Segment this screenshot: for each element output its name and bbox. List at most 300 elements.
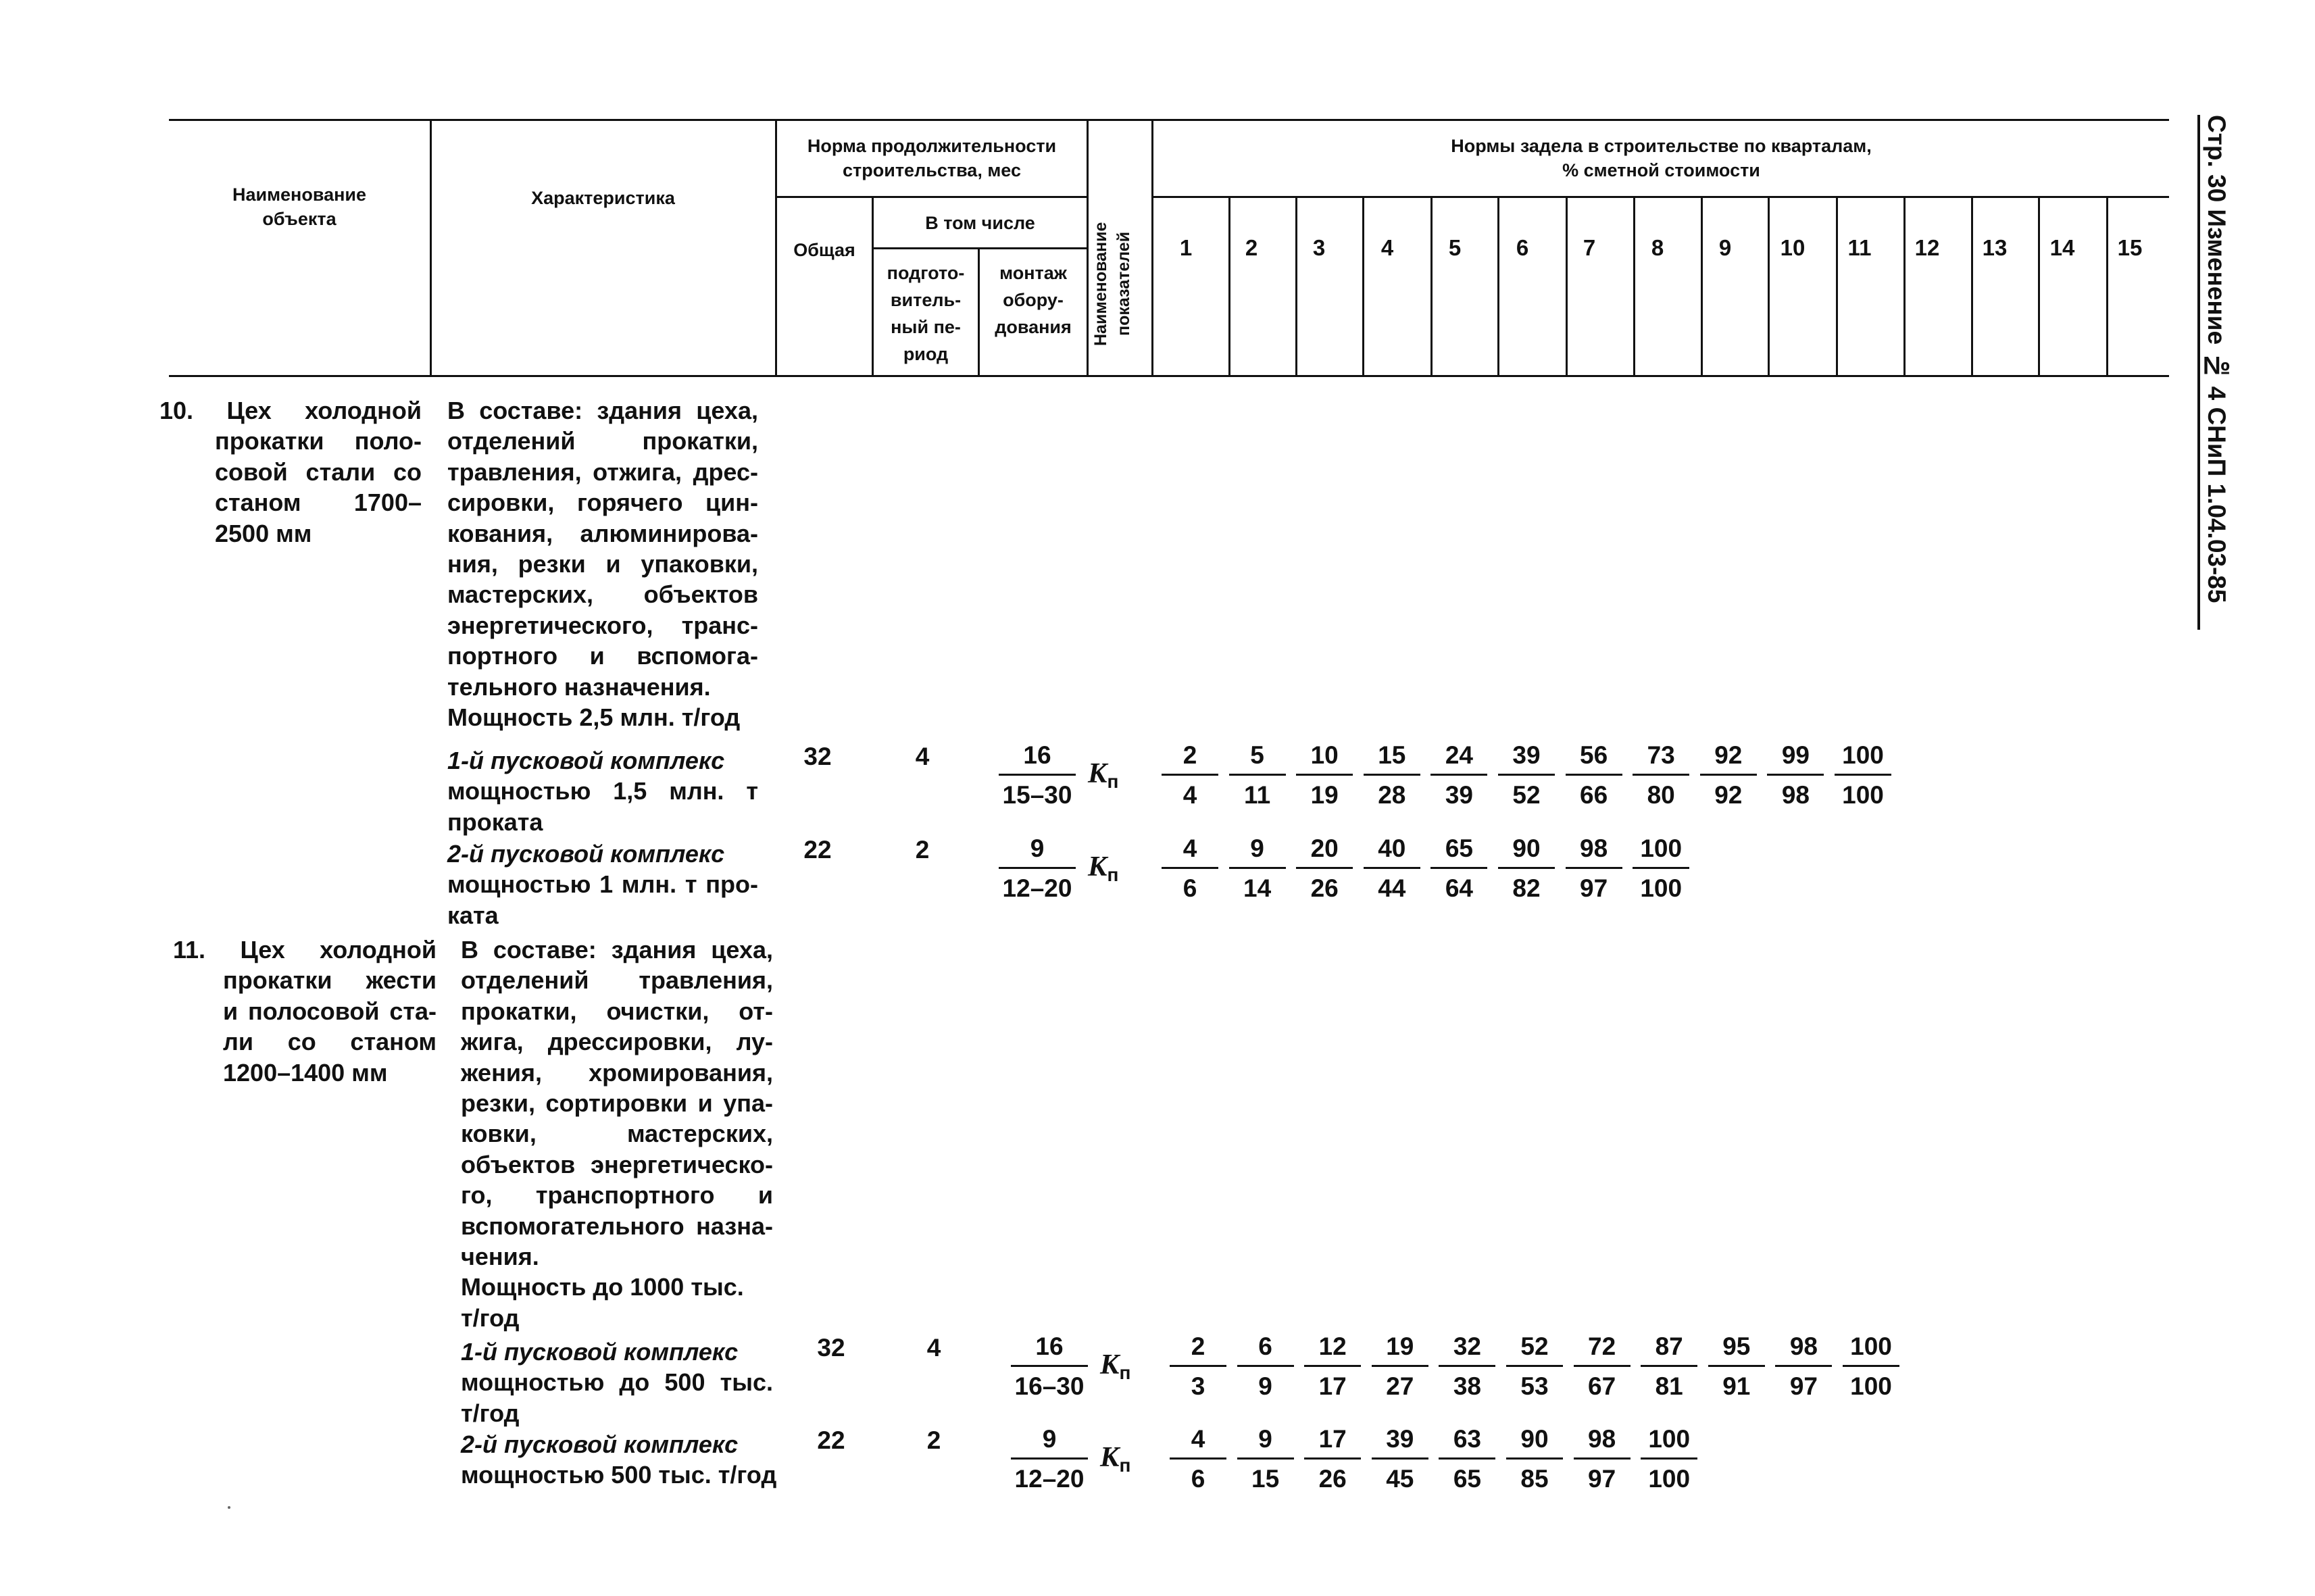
col-sep-1 [430,119,432,377]
object-characteristic-line: портного и вспомога- [447,642,758,670]
quarter-numerator: 72 [1588,1332,1616,1360]
object-characteristic-line: кования, алюминирова- [447,519,758,547]
quarter-numerator: 100 [1842,741,1884,769]
side-title: Стр. 30 Изменение № 4 СНиП 1.04.03-85 [2203,115,2231,603]
mount-denominator: 16–30 [1014,1372,1085,1400]
mount-fraction [1005,1331,1093,1402]
quarter-col-sep [2106,196,2108,377]
fraction-bar [1566,867,1622,869]
quarter-numerator: 9 [1258,1425,1272,1453]
quarter-fraction [1762,740,1829,811]
quarter-number: 3 [1312,235,1326,260]
quarter-fraction [1366,1424,1434,1495]
fraction-bar [999,867,1076,869]
header-bottom-rule [169,375,2169,377]
quarter-numerator: 6 [1258,1332,1272,1360]
header-prep [874,259,978,368]
header-norms-line: % сметной стоимости [1562,160,1760,180]
fraction-bar [1237,1365,1294,1367]
quarter-denominator: 98 [1781,781,1810,809]
object-characteristic-line: ковки, мастерских, [461,1120,773,1148]
object-characteristic-line: жения, хромирования, [461,1058,773,1087]
quarter-fraction [1627,833,1695,904]
fraction-bar [1372,1457,1428,1460]
quarter-fraction [1358,740,1426,811]
duration-total: 32 [803,743,832,770]
launch-complex-title: 1-й пусковой комплекс [447,747,725,774]
quarter-fraction [1568,1424,1636,1495]
fraction-bar [1835,774,1891,776]
quarter-denominator: 80 [1647,781,1675,809]
indicator-kn [1100,1441,1130,1476]
quarter-denominator: 91 [1722,1372,1751,1400]
header-including: В том числе [925,213,1035,233]
quarter-numerator: 52 [1520,1332,1549,1360]
header-indicator-line: показателей [1114,231,1133,336]
quarter-denominator: 82 [1512,874,1541,902]
indicator-kn-sub: п [1119,1455,1131,1476]
quarter-fraction [1366,1331,1434,1402]
mount-denominator: 12–20 [1014,1465,1085,1493]
quarter-denominator: 85 [1520,1465,1549,1493]
quarter-denominator: 100 [1648,1465,1691,1493]
object-name-line: ли со станом [223,1028,437,1056]
quarter-col-sep [1768,196,1770,377]
header-top-rule [169,119,2169,121]
object-characteristic-line: отделений прокатки, [447,427,758,455]
quarter-fraction [1164,1424,1232,1495]
object-name [159,395,422,549]
quarter-fraction [1493,833,1560,904]
fraction-bar [1498,867,1555,869]
header-norms [1153,134,2169,182]
fraction-bar [1574,1365,1631,1367]
indicator-kn-sub: п [1119,1362,1131,1383]
quarter-denominator: 100 [1842,781,1884,809]
object-characteristic-line: объектов энергетическо- [461,1150,773,1178]
quarter-denominator: 26 [1318,1465,1347,1493]
quarter-denominator: 17 [1318,1372,1347,1400]
quarter-numerator: 17 [1318,1425,1347,1453]
header-name-line: объекта [262,209,337,229]
duration-prep: 4 [926,1334,941,1362]
quarter-numerator: 100 [1850,1332,1892,1360]
fraction-bar [1574,1457,1631,1460]
fraction-bar [1633,774,1689,776]
quarter-fraction [1560,833,1628,904]
object-characteristic-line: чения. [461,1243,539,1271]
header-indicator [1089,196,1150,372]
quarter-number: 8 [1651,235,1664,260]
header-prep-line: подгото- [887,263,965,283]
quarter-fraction [1770,1331,1837,1402]
header-duration [777,134,1087,182]
quarter-fraction [1635,1424,1703,1495]
object-characteristic-line: мастерских, объектов [447,580,758,609]
duration-total: 22 [803,836,832,864]
quarter-number: 12 [1914,235,1940,260]
fraction-bar [1843,1365,1899,1367]
header-norms-line: Нормы задела в строительстве по кварталам, [1451,136,1872,156]
quarter-denominator: 19 [1310,781,1339,809]
quarter-numerator: 92 [1714,741,1743,769]
quarter-col-sep [2038,196,2040,377]
side-title-rule [2197,115,2200,630]
fraction-bar [1364,867,1420,869]
quarter-fraction [1560,740,1628,811]
indicator-kn-letter: К [1088,758,1107,789]
duration-prep: 4 [915,743,930,770]
quarter-number: 7 [1583,235,1596,260]
mount-fraction [993,833,1081,904]
quarter-col-sep [1295,196,1297,377]
quarter-numerator: 12 [1318,1332,1347,1360]
quarter-fraction [1156,833,1224,904]
fraction-bar [1170,1457,1226,1460]
quarter-numerator: 63 [1453,1425,1481,1453]
object-characteristic-line: отделений травления, [461,966,773,995]
quarter-fraction [1291,740,1358,811]
header-prep-line: риод [903,344,949,364]
fraction-bar [1304,1457,1361,1460]
quarter-numerator: 9 [1250,834,1264,862]
indicator-kn [1088,757,1118,793]
object-characteristic-line: т/год [461,1303,520,1332]
fraction-bar [1506,1457,1563,1460]
quarter-numerator: 100 [1648,1425,1691,1453]
header-characteristic: Характеристика [531,188,675,208]
launch-complex-desc-line: мощностью 1 млн. т про- [447,870,758,899]
header-mount-line: монтаж [999,263,1067,283]
object-characteristic [461,934,773,1333]
header-mount [980,259,1087,341]
object-name-line: 11. Цех холодной [173,936,437,964]
quarter-denominator: 67 [1588,1372,1616,1400]
quarter-denominator: 15 [1251,1465,1280,1493]
quarter-denominator: 97 [1789,1372,1818,1400]
object-characteristic-line: энергетического, транс- [447,611,758,639]
object-name-line: совой стали со [215,457,422,486]
fraction-bar [1237,1457,1294,1460]
quarter-number: 11 [1847,235,1872,260]
quarter-fraction [1493,740,1560,811]
quarter-col-sep [1228,196,1230,377]
header-prep-line: ный пе- [891,317,961,337]
fraction-bar [1775,1365,1832,1367]
quarter-denominator: 39 [1445,781,1473,809]
quarter-denominator: 28 [1378,781,1406,809]
duration-prep: 2 [926,1426,941,1454]
quarter-col-sep [1836,196,1838,377]
quarter-number: 2 [1245,235,1258,260]
indicator-kn-letter: К [1088,851,1107,882]
header-duration-line: строительства, мес [843,160,1021,180]
quarter-fraction [1501,1424,1568,1495]
fraction-bar [1296,774,1353,776]
mount-numerator: 16 [1023,741,1051,769]
fraction-bar [1498,774,1555,776]
quarter-numerator: 39 [1512,741,1541,769]
fraction-bar [1506,1365,1563,1367]
object-characteristic-line: Мощность 2,5 млн. т/год [447,703,741,732]
header-prep-line: витель- [890,290,962,310]
quarter-denominator: 4 [1183,781,1197,809]
quarter-denominator: 53 [1520,1372,1549,1400]
object-characteristic [447,395,758,732]
object-characteristic-line: прокатки, очистки, от- [461,997,773,1025]
launch-complex-title: 1-й пусковой комплекс [461,1338,739,1366]
fraction-bar [1162,774,1218,776]
quarter-numerator: 99 [1781,741,1810,769]
quarter-denominator: 9 [1258,1372,1272,1400]
header-total: Общая [793,240,855,260]
object-name [173,934,437,1088]
quarter-numerator: 2 [1191,1332,1205,1360]
mount-numerator: 9 [1030,834,1045,862]
object-characteristic-line: тельного назначения. [447,672,711,701]
fraction-bar [1229,774,1286,776]
mount-numerator: 9 [1042,1425,1057,1453]
quarter-numerator: 24 [1445,741,1473,769]
object-characteristic-line: жига, дрессировки, лу- [461,1028,773,1056]
header-name-line: Наименование [232,184,367,205]
duration-total: 32 [817,1334,845,1362]
quarter-denominator: 100 [1850,1372,1892,1400]
quarter-numerator: 98 [1588,1425,1616,1453]
object-characteristic-line: Мощность до 1000 тыс. [461,1273,744,1301]
quarter-denominator: 27 [1386,1372,1414,1400]
quarter-numerator: 87 [1655,1332,1683,1360]
quarter-fraction [1627,740,1695,811]
incl-subrule [872,247,1088,249]
quarter-numerator: 20 [1310,834,1339,862]
quarter-numerator: 39 [1386,1425,1414,1453]
object-name-line: 2500 мм [215,519,312,547]
quarter-denominator: 65 [1453,1465,1481,1493]
scan-dot [228,1506,230,1509]
quarter-fraction [1433,1424,1501,1495]
fraction-bar [1372,1365,1428,1367]
quarter-denominator: 81 [1655,1372,1683,1400]
mount-fraction [1005,1424,1093,1495]
quarter-denominator: 64 [1445,874,1473,902]
quarter-denominator: 52 [1512,781,1541,809]
quarter-numerator: 98 [1580,834,1608,862]
mount-denominator: 12–20 [1002,874,1072,902]
fraction-bar [1304,1365,1361,1367]
quarter-fraction [1695,740,1762,811]
mount-denominator: 15–30 [1002,781,1072,809]
quarter-numerator: 90 [1512,834,1541,862]
fraction-bar [1011,1457,1088,1460]
launch-complex-desc-line: проката [447,807,543,836]
quarter-col-sep [1566,196,1568,377]
quarter-denominator: 92 [1714,781,1743,809]
quarter-denominator: 45 [1386,1465,1414,1493]
launch-complex [461,1337,773,1428]
quarter-numerator: 40 [1378,834,1406,862]
mount-fraction [993,740,1081,811]
launch-complex [461,1429,777,1491]
fraction-bar [999,774,1076,776]
fraction-bar [1364,774,1420,776]
fraction-bar [1430,774,1487,776]
quarter-numerator: 65 [1445,834,1473,862]
quarter-numerator: 19 [1386,1332,1414,1360]
quarter-denominator: 97 [1588,1465,1616,1493]
launch-complex-title: 2-й пусковой комплекс [447,840,725,868]
fraction-bar [1641,1457,1697,1460]
quarter-denominator: 6 [1191,1465,1205,1493]
object-characteristic-line: сировки, горячего цин- [447,489,758,517]
quarter-denominator: 66 [1580,781,1608,809]
object-characteristic-line: В составе: здания цеха, [461,936,773,964]
quarter-fraction [1425,833,1493,904]
quarter-numerator: 10 [1310,741,1339,769]
quarter-numerator: 98 [1789,1332,1818,1360]
fraction-bar [1633,867,1689,869]
quarter-col-sep [1633,196,1635,377]
fraction-bar [1708,1365,1765,1367]
fraction-bar [1767,774,1824,776]
fraction-bar [1162,867,1218,869]
indicator-kn-letter: К [1100,1349,1120,1380]
quarter-numerator: 32 [1453,1332,1481,1360]
fraction-bar [1641,1365,1697,1367]
header-mount-line: обору- [1003,290,1064,310]
fraction-bar [1296,867,1353,869]
quarter-denominator: 11 [1244,781,1271,809]
quarter-fraction [1224,833,1291,904]
header-mount-line: дования [995,317,1072,337]
object-characteristic-line: вспомогательного назна- [461,1212,773,1240]
object-name-line: прокатки жести [223,966,437,995]
header-name [169,182,430,231]
quarter-denominator: 26 [1310,874,1339,902]
quarter-numerator: 2 [1183,741,1197,769]
quarter-col-sep [1362,196,1364,377]
indicator-kn [1088,851,1118,886]
quarter-fraction [1568,1331,1636,1402]
object-characteristic-line: резки, сортировки и упа- [461,1089,773,1118]
indicator-kn [1100,1349,1130,1384]
quarter-fraction [1299,1331,1366,1402]
quarter-denominator: 38 [1453,1372,1481,1400]
object-name-line: и полосовой ста- [223,997,437,1025]
quarter-denominator: 44 [1378,874,1406,902]
quarter-number: 5 [1448,235,1462,260]
quarter-fraction [1156,740,1224,811]
launch-complex-desc-line: мощностью 1,5 млн. т [447,777,758,805]
quarter-numerator: 90 [1520,1425,1549,1453]
fraction-bar [1430,867,1487,869]
quarter-fraction [1232,1331,1299,1402]
quarter-number: 14 [2049,235,2075,260]
quarter-number: 1 [1179,235,1193,260]
quarter-denominator: 100 [1640,874,1683,902]
quarter-numerator: 5 [1250,741,1264,769]
quarter-fraction [1425,740,1493,811]
duration-total: 22 [817,1426,845,1454]
duration-subrule [776,196,1088,198]
fraction-bar [1439,1365,1495,1367]
launch-complex [447,745,758,837]
indicator-kn-letter: К [1100,1442,1120,1473]
quarter-numerator: 95 [1722,1332,1751,1360]
quarter-col-sep [1430,196,1433,377]
fraction-bar [1011,1365,1088,1367]
fraction-bar [1700,774,1757,776]
object-characteristic-line: В составе: здания цеха, [447,397,758,424]
quarter-fraction [1501,1331,1568,1402]
object-name-line: 1200–1400 мм [223,1058,388,1087]
fraction-bar [1170,1365,1226,1367]
launch-complex [447,839,758,930]
launch-complex-title: 2-й пусковой комплекс [461,1430,739,1458]
quarter-col-sep [1497,196,1499,377]
quarter-col-sep [1701,196,1703,377]
quarter-fraction [1703,1331,1770,1402]
quarter-numerator: 73 [1647,741,1675,769]
fraction-bar [1229,867,1286,869]
quarter-fraction [1358,833,1426,904]
quarter-fraction [1232,1424,1299,1495]
quarter-numerator: 4 [1191,1425,1205,1453]
mount-numerator: 16 [1035,1332,1064,1360]
fraction-bar [1566,774,1622,776]
quarter-denominator: 3 [1191,1372,1205,1400]
quarter-fraction [1829,740,1897,811]
quarter-fraction [1433,1331,1501,1402]
header-duration-line: Норма продолжительности [807,136,1057,156]
launch-complex-desc-line: мощностью 500 тыс. т/год [461,1461,777,1489]
norms-subrule [1152,196,2169,198]
fraction-bar [1439,1457,1495,1460]
quarter-numerator: 100 [1640,834,1683,862]
quarter-fraction [1224,740,1291,811]
object-characteristic-line: ния, резки и упаковки, [447,550,758,578]
launch-complex-desc-line: мощностью до 500 тыс. [461,1368,773,1397]
quarter-col-sep [1971,196,1973,377]
quarter-number: 15 [2117,235,2143,260]
object-characteristic-line: травления, отжига, дрес- [447,457,758,486]
object-name-line: прокатки поло- [215,427,422,455]
quarter-number: 13 [1982,235,2008,260]
quarter-fraction [1299,1424,1366,1495]
quarter-number: 6 [1516,235,1529,260]
quarter-fraction [1837,1331,1905,1402]
quarter-denominator: 97 [1580,874,1608,902]
quarter-fraction [1164,1331,1232,1402]
quarter-denominator: 14 [1243,874,1272,902]
col-sep-5 [1087,119,1089,377]
quarter-number: 9 [1718,235,1732,260]
object-name-line: 10. Цех холодной [159,397,422,424]
quarter-number: 4 [1380,235,1394,260]
indicator-kn-sub: п [1107,771,1119,792]
object-name-line: станом 1700– [215,489,422,517]
duration-prep: 2 [915,836,930,864]
quarter-numerator: 15 [1378,741,1406,769]
launch-complex-desc-line: т/год [461,1399,520,1427]
object-characteristic-line: го, транспортного и [461,1181,773,1210]
quarter-denominator: 6 [1183,874,1197,902]
quarter-numerator: 4 [1183,834,1197,862]
quarter-numerator: 56 [1580,741,1608,769]
quarter-fraction [1291,833,1358,904]
header-indicator-line: Наименование [1091,222,1110,346]
quarter-number: 10 [1780,235,1806,260]
